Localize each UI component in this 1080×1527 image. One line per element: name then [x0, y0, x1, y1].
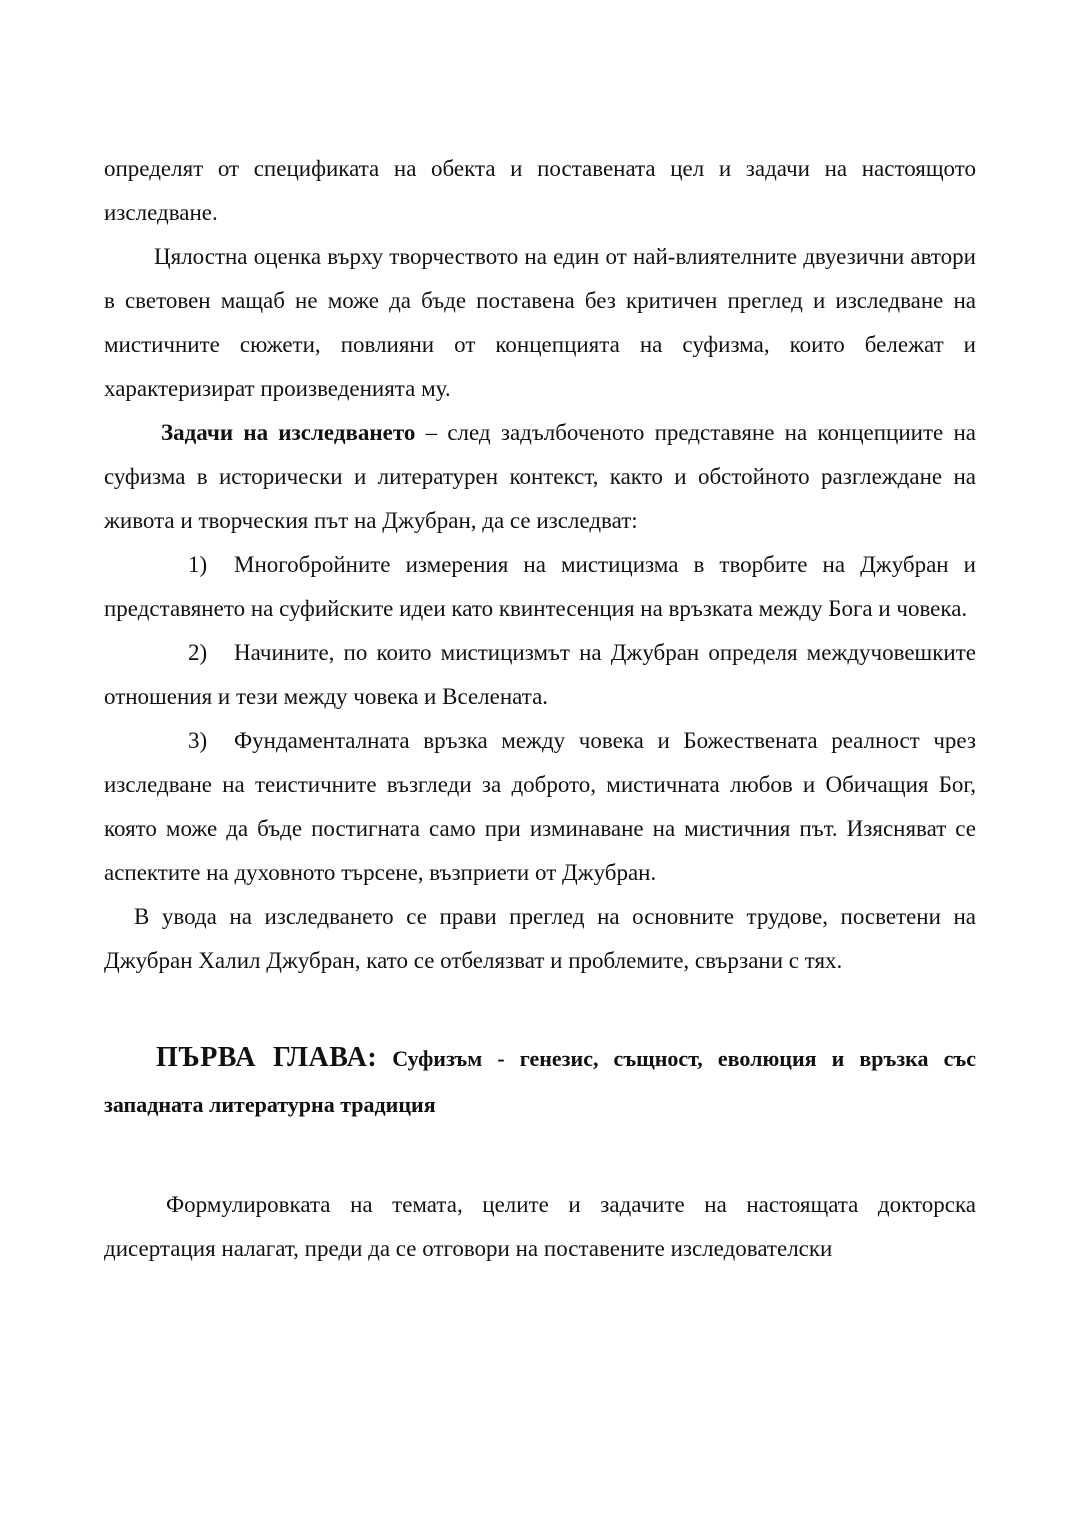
- list-item-text: Фундаменталната връзка между човека и Божествената реалност чрез изследване на теистичните възгледи за доброто, мистичната любов и Обичащия Бог, която може да бъде постигната само при изминаване на мистичния път. Изясняват се аспектите на духовното търсене, възприети от Джубран.: [104, 728, 976, 885]
- paragraph-continuation: определят от спецификата на обекта и поставената цел и задачи на настоящото изследване.: [104, 156, 976, 225]
- paragraph-overall-assessment: Цялостна оценка върху творчеството на един от най-влиятелните двуезични автори в световен мащаб не може да бъде поставена без критичен преглед и изследване на мистичните сюжети, повлияни от концепцията на суфизма, които бележат и характеризират произведенията му.: [104, 244, 976, 401]
- research-tasks-text: – след задълбоченото представяне на концепциите на суфизма в исторически и литературен контекст, както и обстойното разглеждане на живота и творческия път на Джубран, да се изследват:: [104, 420, 976, 533]
- list-item: [104, 543, 976, 631]
- chapter-title: Суфизъм - генезис, същност, еволюция и връзка със западната литературна традиция: [104, 1046, 976, 1117]
- paragraph-introduction-review: В увода на изследването се прави преглед на основните трудове, посветени на Джубран Халил Джубран, като се отбелязват и проблемите, свързани с тях.: [104, 904, 976, 973]
- paragraph-chapter-start: Формулировката на темата, целите и задачите на настоящата докторска дисертация налагат, преди да се отговори на поставените изследователски: [104, 1192, 976, 1261]
- list-item: [104, 631, 976, 719]
- research-tasks-heading: Задачи на изследването: [161, 420, 416, 445]
- list-item-text: Начините, по които мистицизмът на Джубран определя междучовешките отношения и тези между човека и Вселената.: [104, 640, 976, 709]
- list-item-text: Многобройните измерения на мистицизма в творбите на Джубран и представянето на суфийските идеи като квинтесенция на връзката между Бога и човека.: [104, 552, 976, 621]
- paragraph-research-tasks: [104, 411, 976, 543]
- list-item-number: 1): [188, 552, 208, 577]
- list-item: [104, 719, 976, 895]
- document-page: [104, 147, 976, 1271]
- chapter-label: ПЪРВА ГЛАВА:: [156, 1042, 378, 1073]
- list-item-number: 3): [188, 728, 208, 753]
- list-item-number: 2): [188, 640, 208, 665]
- chapter-heading: [104, 1035, 976, 1128]
